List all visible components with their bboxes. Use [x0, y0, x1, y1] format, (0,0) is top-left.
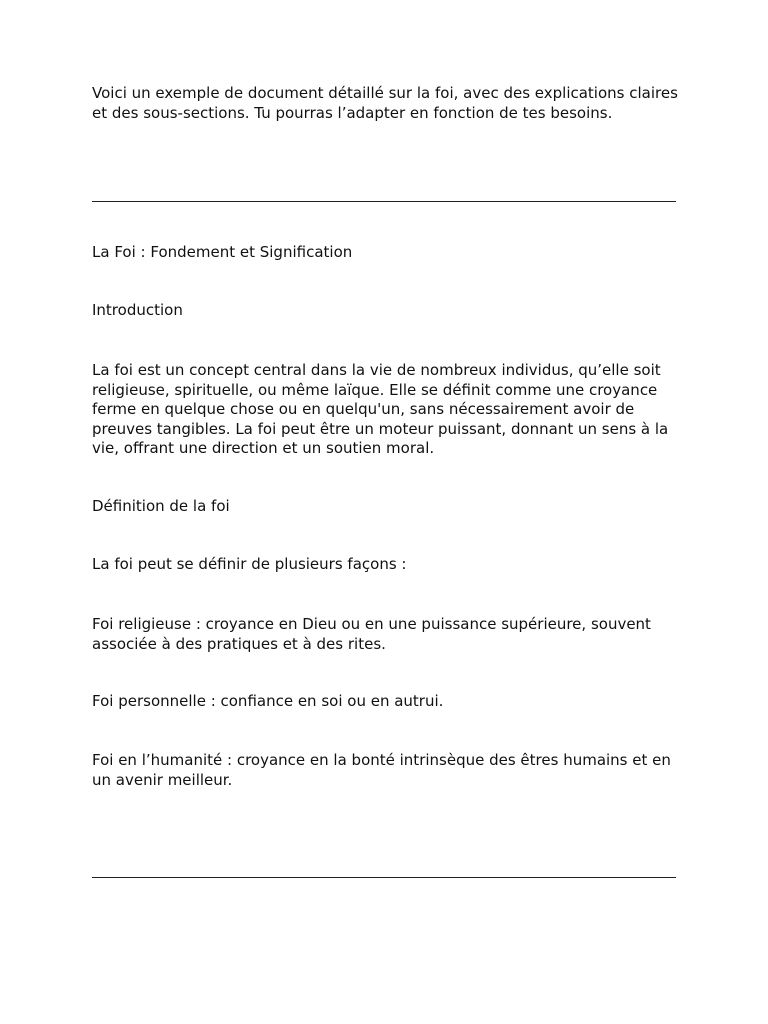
definition-heading: Définition de la foi — [92, 497, 230, 515]
introduction-heading: Introduction — [92, 301, 183, 319]
definition-humanity: Foi en l’humanité : croyance en la bonté intrinsèque des êtres humains et en un avenir meilleur. — [92, 751, 671, 789]
divider — [92, 201, 676, 202]
definition-personal: Foi personnelle : confiance en soi ou en autrui. — [92, 692, 444, 710]
definition-lead: La foi peut se définir de plusieurs façons : — [92, 555, 407, 573]
divider — [92, 877, 676, 878]
introduction-paragraph: La foi est un concept central dans la vie de nombreux individus, qu’elle soit religieuse, spirituelle, ou même laïque. Elle se définit comme une croyance ferme en quelque chose ou en quelqu'un, sans nécessairement avoir de preuves tangibles. La foi peut être un moteur puissant, donnant un sens à la vie, offrant une direction et un soutien moral. — [92, 361, 669, 458]
definition-religious: Foi religieuse : croyance en Dieu ou en une puissance supérieure, souvent associée à des pratiques et à des rites. — [92, 615, 651, 653]
document-title: La Foi : Fondement et Signification — [92, 243, 353, 261]
intro-paragraph: Voici un exemple de document détaillé sur la foi, avec des explications claires et des sous-sections. Tu pourras l’adapter en fonction de tes besoins. — [92, 84, 678, 122]
